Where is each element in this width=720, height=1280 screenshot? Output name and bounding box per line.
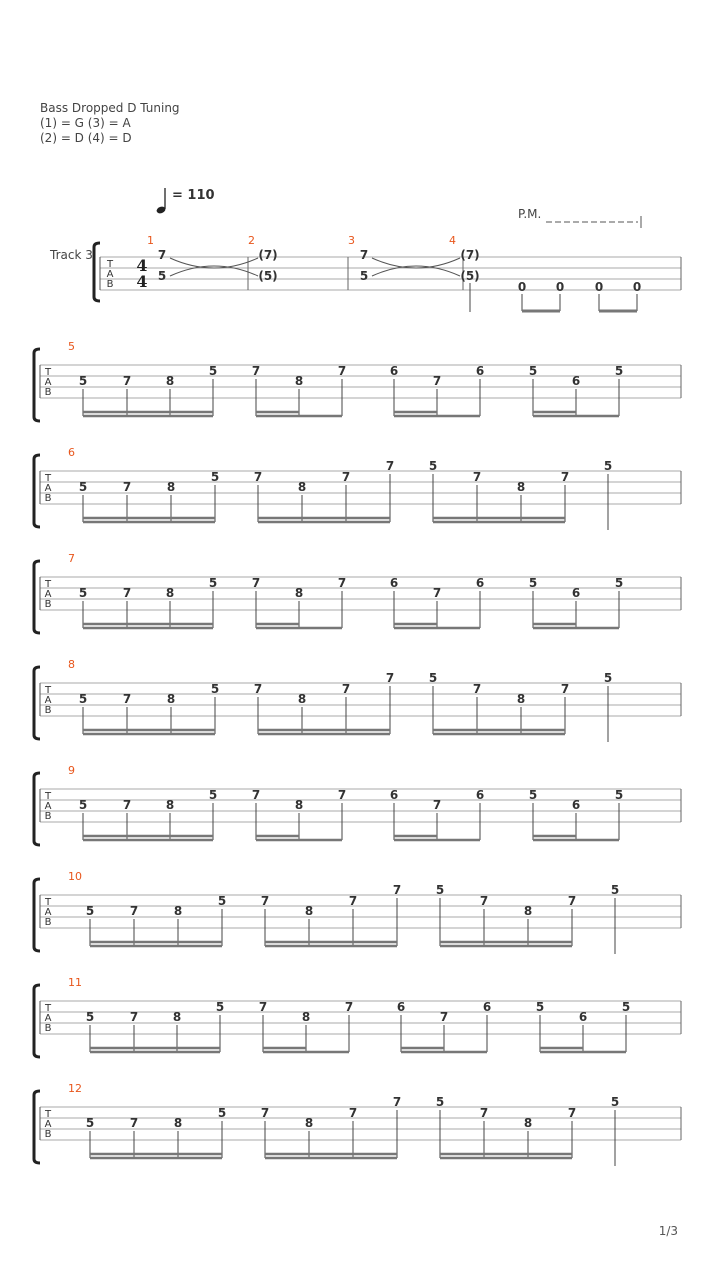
measure-number: 8 bbox=[68, 658, 75, 671]
fret-number: 7 bbox=[122, 586, 132, 600]
system-bracket bbox=[34, 667, 40, 739]
tuning-line-1: (1) = G (3) = A bbox=[40, 116, 131, 130]
tab-clef-letter: T bbox=[44, 579, 52, 590]
measure-number: 6 bbox=[68, 446, 75, 459]
fret-number: 8 bbox=[301, 1010, 311, 1024]
system-bracket bbox=[34, 455, 40, 527]
measure-number: 5 bbox=[68, 340, 75, 353]
fret-number: 8 bbox=[166, 480, 176, 494]
fret-number: 8 bbox=[304, 1116, 314, 1130]
fret-number: 8 bbox=[516, 480, 526, 494]
tab-clef-letter: T bbox=[44, 1003, 52, 1014]
tab-clef-letter: B bbox=[44, 917, 52, 928]
tab-clef-letter: B bbox=[44, 1129, 52, 1140]
tab-clef-letter: T bbox=[44, 367, 52, 378]
measure-number: 7 bbox=[68, 552, 75, 565]
tab-clef-letter: B bbox=[44, 493, 52, 504]
tab-clef-letter: A bbox=[44, 1013, 52, 1024]
fret-number: 7 bbox=[560, 470, 570, 484]
fret-number: 8 bbox=[294, 586, 304, 600]
fret-number: 7 bbox=[479, 894, 489, 908]
fret-number: 6 bbox=[571, 798, 581, 812]
tab-clef-letter: A bbox=[44, 695, 52, 706]
fret-number: 7 bbox=[567, 894, 577, 908]
fret-number: 5 bbox=[85, 1010, 95, 1024]
fret-number: 7 bbox=[337, 364, 347, 378]
fret-number: 6 bbox=[482, 1000, 492, 1014]
measure-number: 4 bbox=[449, 234, 456, 247]
fret-number: 7 bbox=[157, 248, 167, 262]
fret-number: 5 bbox=[217, 1106, 227, 1120]
tab-clef-letter: T bbox=[106, 259, 114, 270]
tab-clef-letter: A bbox=[44, 801, 52, 812]
fret-number: 7 bbox=[560, 682, 570, 696]
tab-clef-letter: T bbox=[44, 791, 52, 802]
system-bracket bbox=[34, 773, 40, 845]
fret-number: 7 bbox=[359, 248, 369, 262]
time-signature-bottom: 4 bbox=[136, 272, 148, 291]
tuning-line-2: (2) = D (4) = D bbox=[40, 131, 132, 145]
tab-clef-letter: B bbox=[44, 705, 52, 716]
tab-clef-letter: A bbox=[44, 1119, 52, 1130]
fret-number: 7 bbox=[348, 1106, 358, 1120]
fret-number: 0 bbox=[594, 280, 604, 294]
fret-number: 5 bbox=[610, 883, 620, 897]
fret-number: 7 bbox=[439, 1010, 449, 1024]
fret-number: 7 bbox=[122, 374, 132, 388]
fret-number: 7 bbox=[479, 1106, 489, 1120]
measure-number: 10 bbox=[68, 870, 82, 883]
fret-number: 8 bbox=[165, 586, 175, 600]
fret-number: 8 bbox=[297, 692, 307, 706]
fret-number: 8 bbox=[173, 1116, 183, 1130]
fret-number: 5 bbox=[208, 788, 218, 802]
fret-number: 5 bbox=[157, 269, 167, 283]
system-bracket bbox=[34, 1091, 40, 1163]
fret-number: 7 bbox=[122, 692, 132, 706]
fret-number: 5 bbox=[614, 576, 624, 590]
fret-number: 5 bbox=[208, 576, 218, 590]
tuning-title: Bass Dropped D Tuning bbox=[40, 101, 180, 115]
fret-number: 6 bbox=[571, 374, 581, 388]
fret-number: (5) bbox=[460, 269, 480, 283]
fret-number: 8 bbox=[297, 480, 307, 494]
tab-clef-letter: A bbox=[44, 907, 52, 918]
system-bracket bbox=[34, 561, 40, 633]
fret-number: 5 bbox=[428, 459, 438, 473]
tab-clef-letter: A bbox=[44, 483, 52, 494]
fret-number: 7 bbox=[341, 470, 351, 484]
fret-number: 8 bbox=[172, 1010, 182, 1024]
fret-number: 7 bbox=[472, 470, 482, 484]
measure-number: 9 bbox=[68, 764, 75, 777]
fret-number: 7 bbox=[392, 883, 402, 897]
system-bracket bbox=[94, 243, 100, 301]
fret-number: 6 bbox=[389, 788, 399, 802]
fret-number: 7 bbox=[567, 1106, 577, 1120]
fret-number: 5 bbox=[621, 1000, 631, 1014]
fret-number: 5 bbox=[535, 1000, 545, 1014]
fret-number: 6 bbox=[475, 364, 485, 378]
fret-number: 0 bbox=[555, 280, 565, 294]
fret-number: 5 bbox=[528, 576, 538, 590]
fret-number: 7 bbox=[392, 1095, 402, 1109]
fret-number: 0 bbox=[632, 280, 642, 294]
tab-clef-letter: A bbox=[44, 589, 52, 600]
fret-number: 5 bbox=[428, 671, 438, 685]
fret-number: 7 bbox=[337, 576, 347, 590]
fret-number: 8 bbox=[294, 798, 304, 812]
fret-number: 5 bbox=[78, 374, 88, 388]
fret-number: 5 bbox=[78, 798, 88, 812]
fret-number: 8 bbox=[516, 692, 526, 706]
measure-number: 11 bbox=[68, 976, 82, 989]
fret-number: 7 bbox=[251, 364, 261, 378]
tempo-marking: = 110 bbox=[172, 188, 215, 203]
fret-number: 5 bbox=[78, 586, 88, 600]
fret-number: 5 bbox=[610, 1095, 620, 1109]
track-label: Track 3 bbox=[50, 248, 93, 262]
fret-number: 5 bbox=[528, 788, 538, 802]
fret-number: 8 bbox=[304, 904, 314, 918]
fret-number: 0 bbox=[517, 280, 527, 294]
fret-number: 5 bbox=[614, 364, 624, 378]
fret-number: 5 bbox=[435, 883, 445, 897]
tab-clef-letter: B bbox=[44, 1023, 52, 1034]
fret-number: 5 bbox=[78, 480, 88, 494]
tab-clef-letter: T bbox=[44, 685, 52, 696]
tab-clef-letter: B bbox=[44, 387, 52, 398]
system-bracket bbox=[34, 985, 40, 1057]
fret-number: 7 bbox=[341, 682, 351, 696]
fret-number: 5 bbox=[78, 692, 88, 706]
tab-clef-letter: T bbox=[44, 897, 52, 908]
tab-clef-letter: A bbox=[44, 377, 52, 388]
fret-number: 7 bbox=[122, 798, 132, 812]
fret-number: 6 bbox=[578, 1010, 588, 1024]
system-bracket bbox=[34, 349, 40, 421]
fret-number: 6 bbox=[571, 586, 581, 600]
fret-number: 7 bbox=[385, 671, 395, 685]
fret-number: 7 bbox=[129, 1010, 139, 1024]
tab-clef-letter: T bbox=[44, 473, 52, 484]
fret-number: 5 bbox=[210, 682, 220, 696]
fret-number: (5) bbox=[258, 269, 278, 283]
fret-number: 5 bbox=[603, 459, 613, 473]
fret-number: 5 bbox=[614, 788, 624, 802]
tab-clef-letter: B bbox=[106, 279, 114, 290]
fret-number: 7 bbox=[251, 788, 261, 802]
fret-number: 5 bbox=[85, 904, 95, 918]
fret-number: 6 bbox=[475, 576, 485, 590]
measure-number: 3 bbox=[348, 234, 355, 247]
fret-number: 7 bbox=[129, 904, 139, 918]
time-signature-top: 4 bbox=[136, 256, 148, 275]
measure-number: 2 bbox=[248, 234, 255, 247]
fret-number: (7) bbox=[460, 248, 480, 262]
fret-number: 7 bbox=[344, 1000, 354, 1014]
fret-number: 5 bbox=[528, 364, 538, 378]
fret-number: 7 bbox=[432, 798, 442, 812]
fret-number: 7 bbox=[260, 894, 270, 908]
fret-number: 5 bbox=[208, 364, 218, 378]
fret-number: 7 bbox=[472, 682, 482, 696]
fret-number: 8 bbox=[523, 1116, 533, 1130]
fret-number: 5 bbox=[603, 671, 613, 685]
fret-number: 6 bbox=[396, 1000, 406, 1014]
fret-number: (7) bbox=[258, 248, 278, 262]
measure-number: 1 bbox=[147, 234, 154, 247]
fret-number: 8 bbox=[165, 798, 175, 812]
fret-number: 7 bbox=[348, 894, 358, 908]
fret-number: 5 bbox=[217, 894, 227, 908]
fret-number: 7 bbox=[253, 682, 263, 696]
fret-number: 7 bbox=[337, 788, 347, 802]
fret-number: 7 bbox=[432, 586, 442, 600]
fret-number: 7 bbox=[432, 374, 442, 388]
fret-number: 5 bbox=[85, 1116, 95, 1130]
palm-mute-label: P.M. bbox=[518, 207, 542, 221]
fret-number: 8 bbox=[294, 374, 304, 388]
tab-clef-letter: B bbox=[44, 599, 52, 610]
tab-clef-letter: B bbox=[44, 811, 52, 822]
fret-number: 6 bbox=[475, 788, 485, 802]
fret-number: 8 bbox=[173, 904, 183, 918]
fret-number: 5 bbox=[210, 470, 220, 484]
tab-clef-letter: A bbox=[106, 269, 114, 280]
fret-number: 8 bbox=[523, 904, 533, 918]
fret-number: 7 bbox=[129, 1116, 139, 1130]
page-number: 1/3 bbox=[658, 1224, 678, 1238]
fret-number: 5 bbox=[359, 269, 369, 283]
fret-number: 6 bbox=[389, 364, 399, 378]
fret-number: 5 bbox=[215, 1000, 225, 1014]
fret-number: 5 bbox=[435, 1095, 445, 1109]
measure-number: 12 bbox=[68, 1082, 82, 1095]
tab-clef-letter: T bbox=[44, 1109, 52, 1120]
fret-number: 7 bbox=[258, 1000, 268, 1014]
system-bracket bbox=[34, 879, 40, 951]
fret-number: 7 bbox=[253, 470, 263, 484]
fret-number: 7 bbox=[260, 1106, 270, 1120]
fret-number: 6 bbox=[389, 576, 399, 590]
fret-number: 7 bbox=[251, 576, 261, 590]
fret-number: 7 bbox=[385, 459, 395, 473]
fret-number: 7 bbox=[122, 480, 132, 494]
fret-number: 8 bbox=[165, 374, 175, 388]
fret-number: 8 bbox=[166, 692, 176, 706]
